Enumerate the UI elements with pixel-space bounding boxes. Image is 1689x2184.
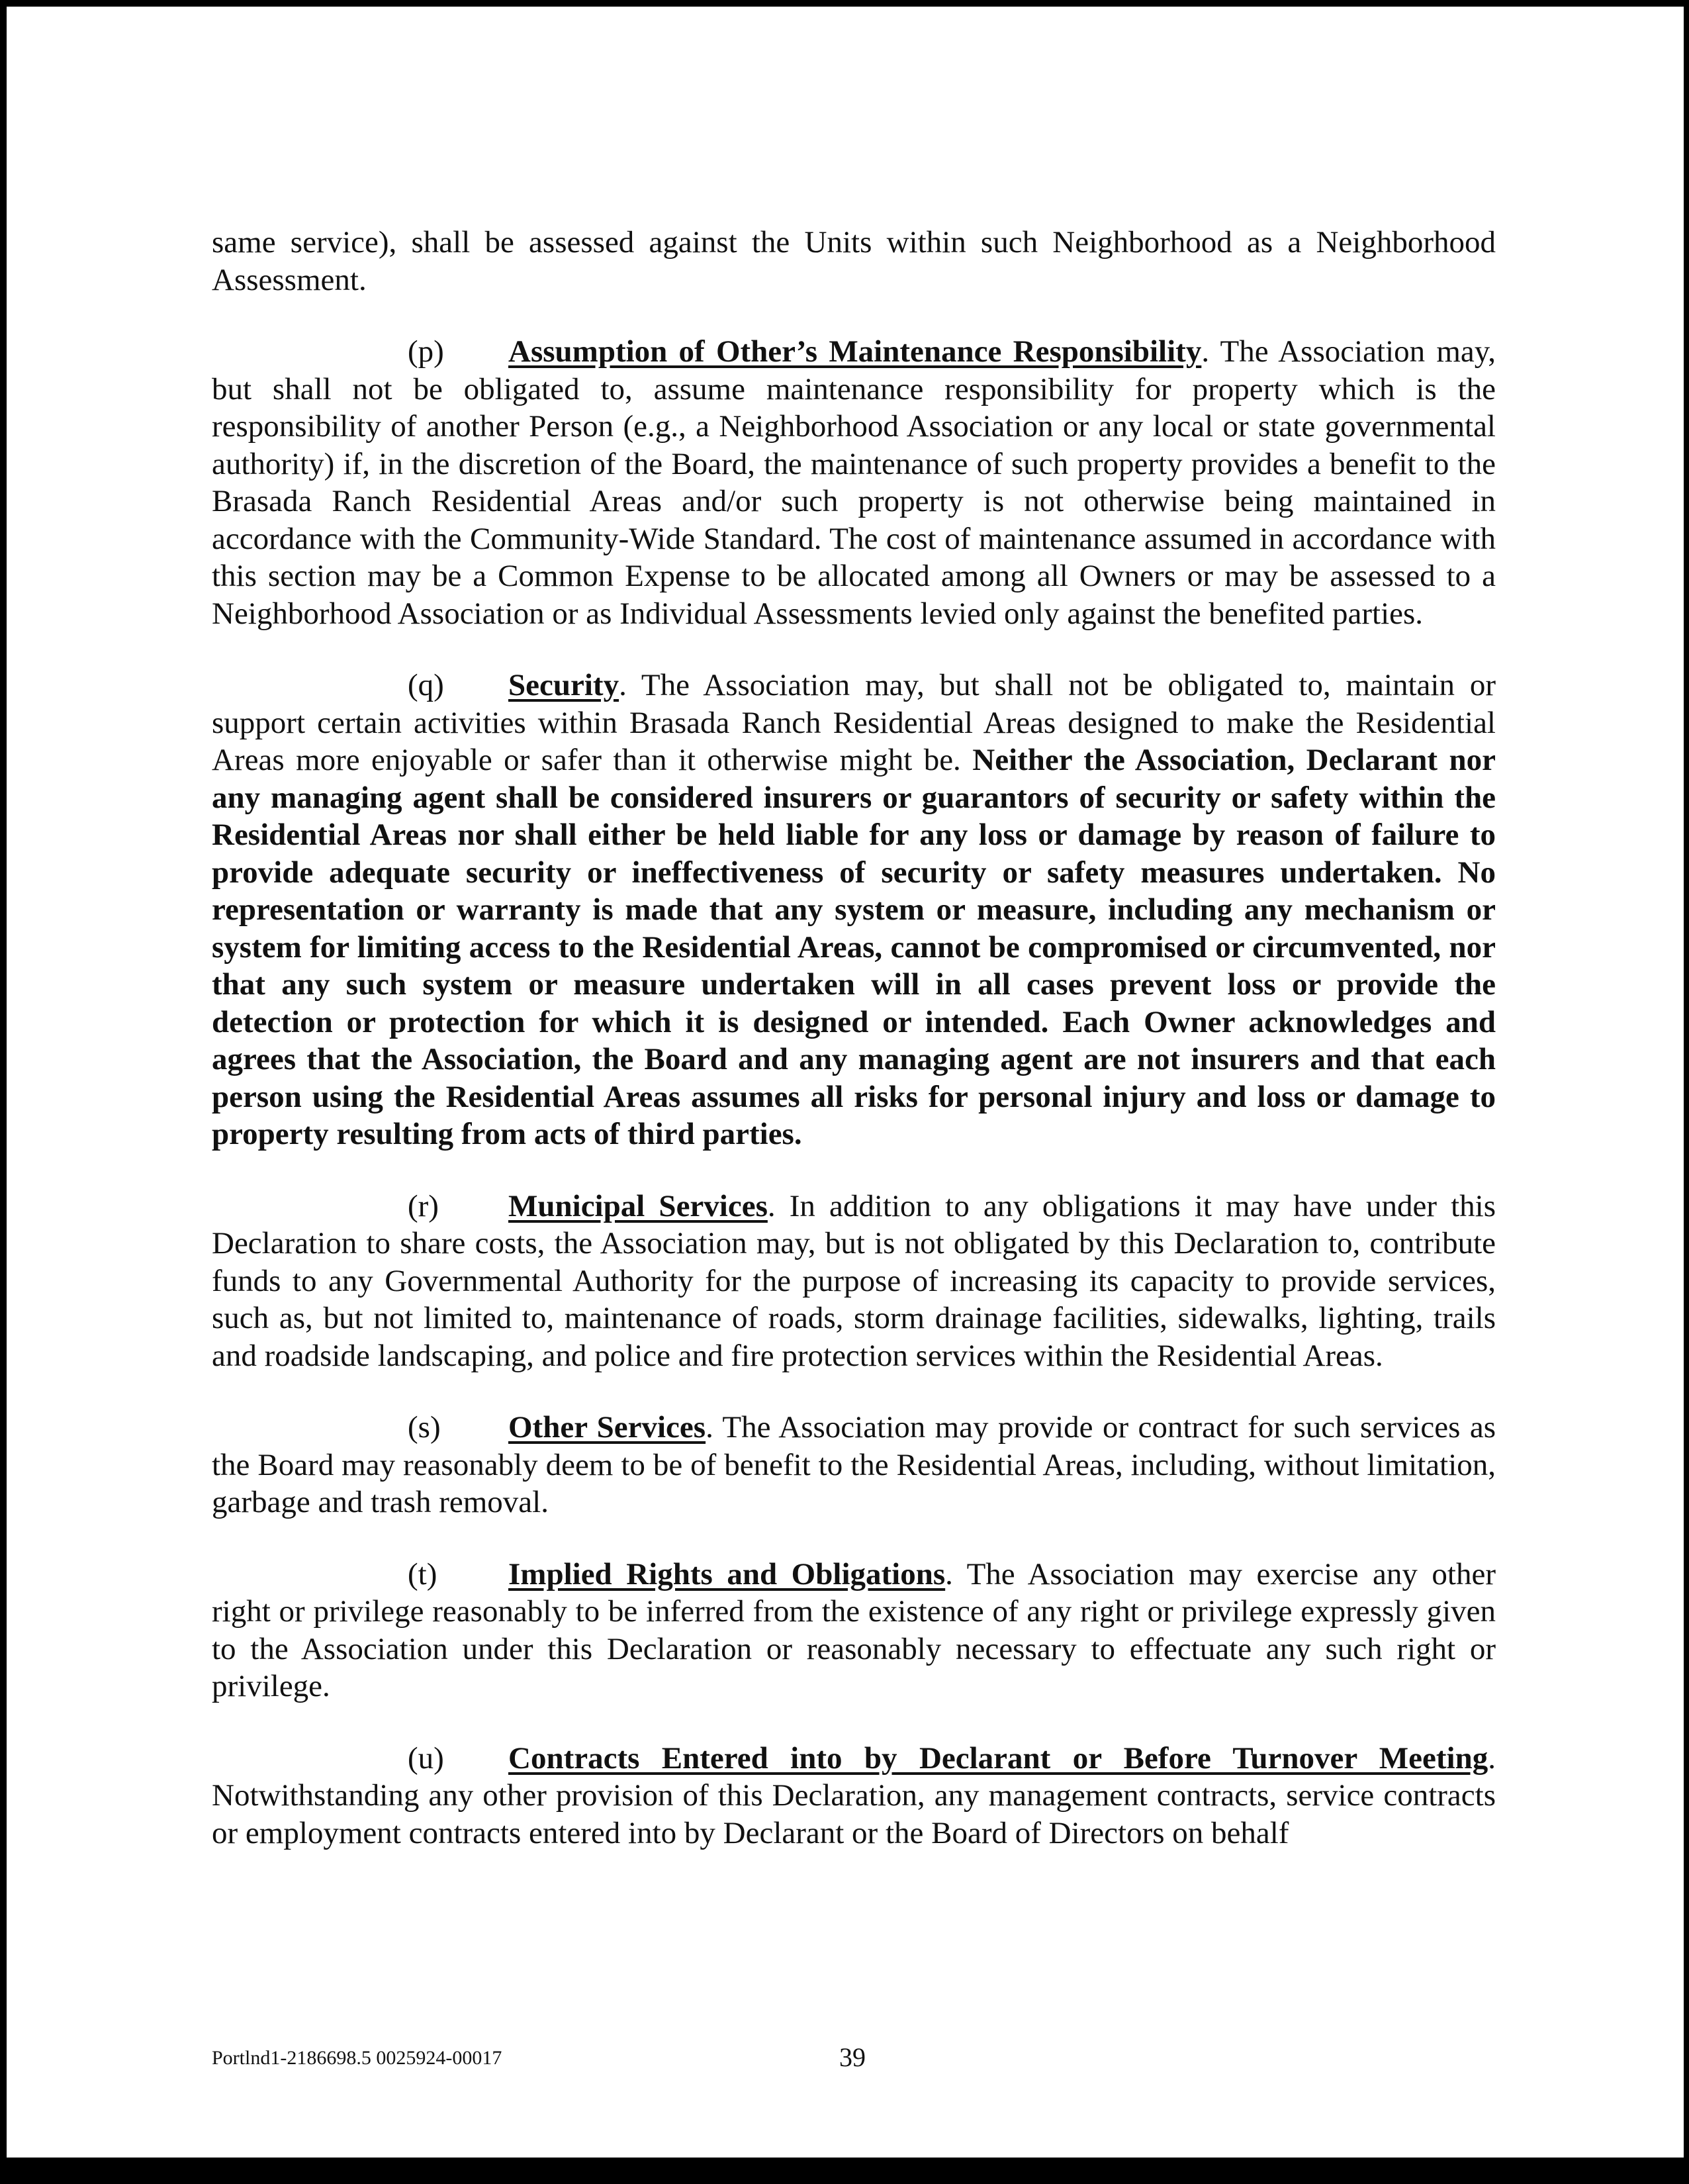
paragraph-label: (u) xyxy=(408,1740,444,1776)
paragraph-heading: Contracts Entered into by Declarant or Before Turnover Meeting xyxy=(508,1740,1488,1776)
paragraph-text: . The Association may, but shall not be obligated to, assume maintenance responsibility for property which is the responsibility of another Person (e.g., a Neighborhood Association or any local or state governmental authority) if, in the discretion of the Board, the maintenance of such property provides a benefit to the Brasada Ranch Residential Areas and/or such property is not otherwise being maintained in accordance with the Community-Wide Standard. The cost of maintenance assumed in accordance with this section may be a Common Expense to be allocated among all Owners or may be assessed to a Neighborhood Association or as Individual Assessments levied only against the benefited parties. xyxy=(212,334,1496,631)
paragraph-text: . Notwithstanding any other provision of this Declaration, any management contracts, service contracts or employment contracts entered into by Declarant or the Board of Directors on behalf xyxy=(212,1740,1496,1850)
continuation-paragraph: same service), shall be assessed against the Units within such Neighborhood as a Neighborhood Assessment. xyxy=(212,225,1496,297)
paragraph-heading: Security xyxy=(508,668,619,702)
paragraph-bold-text: Neither the Association, Declarant nor any managing agent shall be considered insurers or guarantors of security or safety within the Residential Areas nor shall either be held liable for any loss or damage by reason of failure to provide adequate security or ineffectiveness of security or safety measures undertaken. No representation or warranty is made that any system or measure, including any mechanism or system for limiting access to the Residential Areas, cannot be compromised or circumvented, nor that any such system or measure undertaken will in all cases prevent loss or provide the detection or protection for which it is designed or intended. Each Owner acknowledges and agrees that the Association, the Board and any managing agent are not insurers and that each person using the Residential Areas assumes all risks for personal injury and loss or damage to property resulting from acts of third parties. xyxy=(212,743,1496,1151)
paragraph-s xyxy=(212,1409,1496,1521)
paragraph-heading: Implied Rights and Obligations xyxy=(508,1556,946,1591)
paragraph-u xyxy=(212,1740,1496,1852)
paragraph-heading: Assumption of Other’s Maintenance Responsibility xyxy=(508,334,1202,369)
footer-page-number: 39 xyxy=(839,2042,866,2072)
paragraph-label: (t) xyxy=(408,1556,437,1591)
paragraph-label: (r) xyxy=(408,1188,439,1223)
paragraph-text: . The Association may provide or contract for such services as the Board may reasonably deem to be of benefit to the Residential Areas, including, without limitation, garbage and trash removal. xyxy=(212,1410,1496,1519)
paragraph-t xyxy=(212,1556,1496,1705)
paragraph-q xyxy=(212,667,1496,1153)
paragraph-label: (s) xyxy=(408,1410,441,1445)
paragraph-p xyxy=(212,333,1496,632)
paragraph-label: (p) xyxy=(408,334,444,369)
paragraph-text: . The Association may exercise any other right or privilege reasonably to be inferred from the existence of any right or privilege expressly given to the Association under this Declaration or reasonably necessary to effectuate any such right or privilege. xyxy=(212,1556,1496,1703)
paragraph-text: . In addition to any obligations it may have under this Declaration to share costs, the Association may, but is not obligated by this Declaration to, contribute funds to any Governmental Authority for the purpose of increasing its capacity to provide services, such as, but not limited to, maintenance of roads, storm drainage facilities, sidewalks, lighting, trails and roadside landscaping, and police and fire protection services within the Residential Areas. xyxy=(212,1188,1496,1373)
document-body xyxy=(212,224,1496,1886)
paragraph-label: (q) xyxy=(408,668,444,702)
paragraph-heading: Other Services xyxy=(508,1410,706,1445)
paragraph-heading: Municipal Services xyxy=(508,1188,768,1223)
footer-document-id: Portlnd1-2186698.5 0025924-00017 xyxy=(212,2047,502,2069)
paragraph-text: . The Association may, but shall not be obligated to, maintain or support certain activities within Brasada Ranch Residential Areas designed to make the Residential Areas more enjoyable or safer than it otherwise might be. xyxy=(212,668,1496,777)
paragraph-r xyxy=(212,1188,1496,1375)
